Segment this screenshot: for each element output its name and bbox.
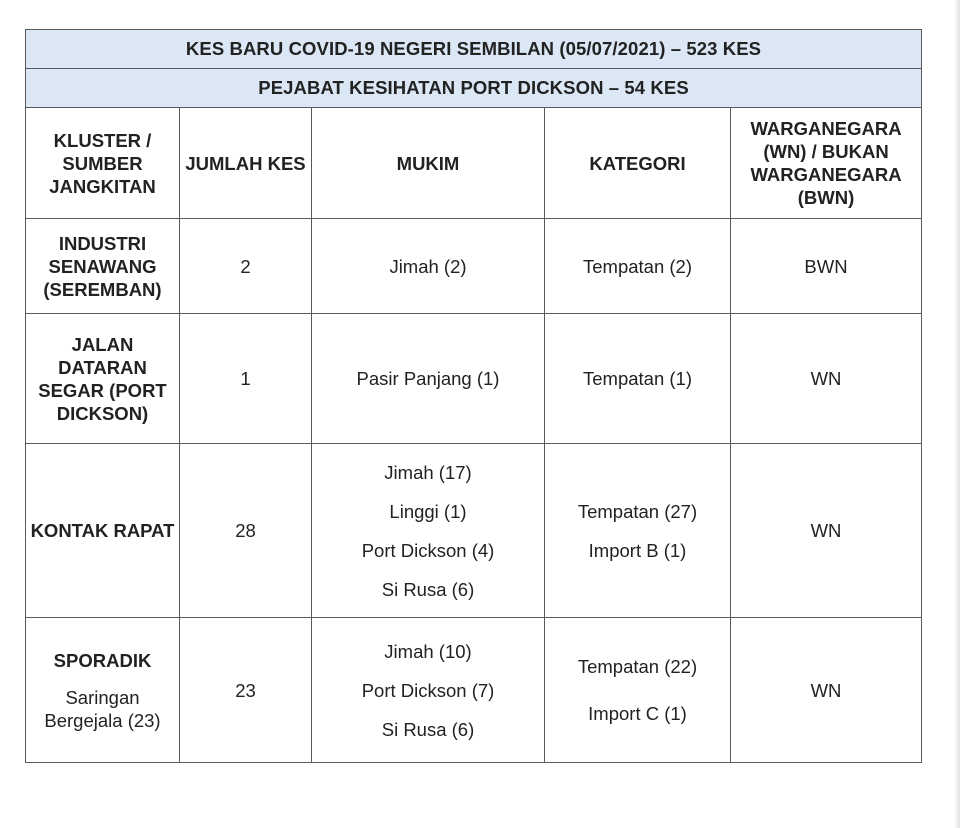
mukim-cell: [312, 314, 545, 444]
category-item: Import C (1): [588, 703, 687, 724]
cluster-cell: INDUSTRI SENAWANG (SEREMBAN): [26, 219, 180, 314]
category-item: Tempatan (22): [577, 656, 698, 677]
table-row: [26, 314, 922, 444]
header-category: KATEGORI: [545, 108, 731, 219]
citizenship-cell: BWN: [731, 219, 922, 314]
cluster-cell: JALAN DATARAN SEGAR (PORT DICKSON): [26, 314, 180, 444]
cluster-note: Saringan Bergejala (23): [44, 686, 161, 731]
category-item: Tempatan (27): [577, 500, 698, 522]
category-cell: [545, 219, 731, 314]
total-cell: 1: [180, 314, 312, 444]
mukim-item: Si Rusa (6): [381, 718, 475, 740]
header-citizenship: WARGANEGARA (WN) / BUKAN WARGANEGARA (BWN): [731, 108, 922, 219]
category-item: Import B (1): [588, 539, 687, 561]
mukim-item: Jimah (2): [389, 255, 467, 277]
mukim-item: Pasir Panjang (1): [356, 368, 500, 389]
subtitle-row: [26, 69, 922, 108]
mukim-item: Jimah (17): [384, 461, 472, 483]
mukim-cell: [312, 444, 545, 618]
table-row: [26, 618, 922, 763]
cluster-cell: KONTAK RAPAT: [26, 444, 180, 618]
total-cell: 28: [180, 444, 312, 618]
mukim-item: Si Rusa (6): [381, 578, 475, 600]
header-cluster: KLUSTER / SUMBER JANGKITAN: [26, 108, 180, 219]
total-cell: 2: [180, 219, 312, 314]
category-cell: [545, 618, 731, 763]
page-edge-shadow: [954, 0, 960, 828]
table-title: KES BARU COVID-19 NEGERI SEMBILAN (05/07/2021) – 523 KES: [26, 30, 922, 69]
mukim-item: Port Dickson (7): [361, 679, 495, 701]
category-item: Tempatan (1): [583, 368, 692, 389]
mukim-item: Port Dickson (4): [361, 539, 495, 561]
category-cell: [545, 444, 731, 618]
table-row: [26, 444, 922, 618]
citizenship-cell: WN: [731, 618, 922, 763]
citizenship-cell: WN: [731, 314, 922, 444]
category-item: Tempatan (2): [583, 255, 692, 277]
mukim-item: Linggi (1): [389, 500, 467, 522]
header-mukim: MUKIM: [312, 108, 545, 219]
category-cell: [545, 314, 731, 444]
mukim-cell: [312, 219, 545, 314]
header-row: [26, 108, 922, 219]
table-row: [26, 219, 922, 314]
table-subtitle: PEJABAT KESIHATAN PORT DICKSON – 54 KES: [26, 69, 922, 108]
header-total: JUMLAH KES: [180, 108, 312, 219]
cluster-cell: [26, 618, 180, 763]
title-row: [26, 30, 922, 69]
covid-cases-table: [25, 29, 922, 763]
citizenship-cell: WN: [731, 444, 922, 618]
cluster-name: SPORADIK: [53, 649, 152, 671]
mukim-cell: [312, 618, 545, 763]
mukim-item: Jimah (10): [384, 640, 472, 662]
total-cell: 23: [180, 618, 312, 763]
